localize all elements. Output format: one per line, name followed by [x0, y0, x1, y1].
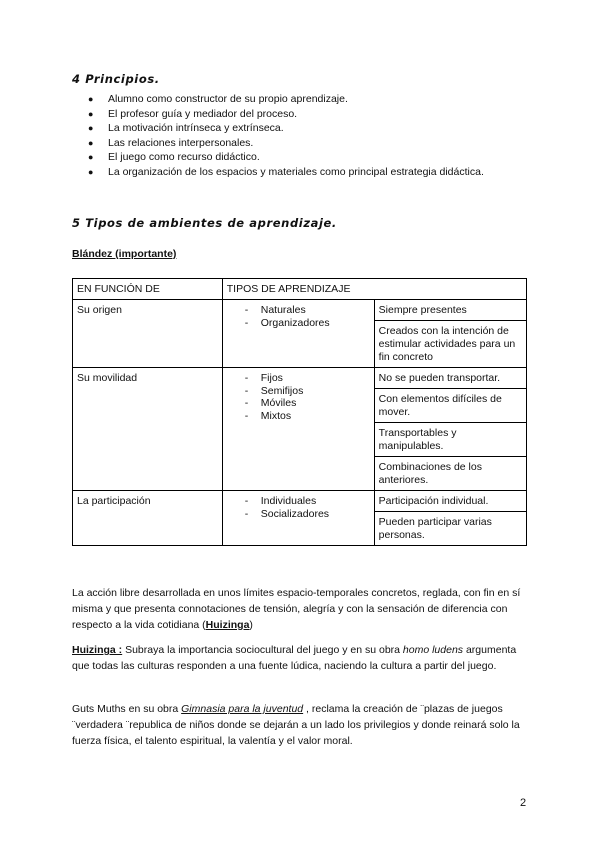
list-item: ● La organización de los espacios y materiales como principal estrategia didáctica.	[88, 165, 484, 178]
principles-list	[72, 92, 484, 180]
author-name: Huizinga :	[72, 644, 123, 656]
table-header-cell: TIPOS DE APRENDIZAJE	[222, 279, 526, 300]
work-title: homo ludens	[402, 644, 464, 656]
description-cell: Con elementos difíciles de mover.	[374, 389, 526, 423]
list-item: - Fijos	[244, 372, 283, 384]
list-item: - Organizadores	[244, 316, 330, 329]
types-cell	[222, 491, 374, 546]
definition-paragraph: La acción libre desarrollada en unos límites espacio-temporales concretos, reglada, con fin en sí misma y que presenta connotaciones de tensión, alegría y con la sensación de diferencia con respecto a la vida cotidiana (Huizinga)	[72, 587, 521, 631]
list-item: ● El profesor guía y mediador del proceso.	[88, 107, 298, 120]
list-item: - Individuales	[244, 495, 317, 507]
list-item: ● La motivación intrínseca y extrínseca.	[88, 122, 284, 135]
criterion-cell: La participación	[73, 491, 223, 546]
list-item: - Socializadores	[244, 507, 330, 520]
list-item: ● Alumno como constructor de su propio aprendizaje.	[88, 93, 348, 105]
description-cell: Participación individual.	[374, 491, 526, 512]
description-cell: Combinaciones de los anteriores.	[374, 457, 526, 491]
list-item: - Mixtos	[244, 409, 292, 422]
description-cell: Creados con la intención de estimular actividades para un fin concreto	[374, 321, 526, 368]
list-item: ● Las relaciones interpersonales.	[88, 136, 254, 149]
guts-muths-paragraph: Guts Muths en su obra Gimnasia para la juventud , reclama la creación de ¨plazas de juegos ¨verdadera ¨republica de niños donde se dejarán a un lado los privilegios y donde reinará solo la fuerza física, el talento espiritual, la valentía y el valor moral.	[72, 703, 520, 747]
types-cell	[222, 368, 374, 491]
author-name: Huizinga	[205, 619, 250, 631]
table-row	[73, 491, 527, 512]
list-item: - Semifijos	[244, 384, 304, 397]
bullet-icon: ●	[88, 123, 94, 134]
bullet-icon: ●	[88, 94, 94, 104]
types-cell	[222, 300, 374, 368]
criterion-cell: Su movilidad	[73, 368, 223, 491]
bullet-icon: ●	[88, 108, 94, 119]
description-cell: No se pueden transportar.	[374, 368, 526, 389]
list-item: ● El juego como recurso didáctico.	[88, 151, 260, 164]
huizinga-paragraph: Huizinga : Subraya la importancia sociocultural del juego y en su obra homo ludens argumenta que todas las culturas responden a una fuente lúdica, naciendo la cultura a partir del juego.	[72, 644, 517, 672]
list-item: - Naturales	[244, 304, 306, 316]
table-row	[73, 300, 527, 321]
criterion-cell: Su origen	[73, 300, 223, 368]
table-row	[73, 368, 527, 389]
section-5-subtitle: Blández (importante)	[72, 248, 177, 260]
section-5-title: 5 Tipos de ambientes de aprendizaje.	[72, 216, 337, 230]
bullet-icon: ●	[88, 137, 94, 148]
list-item: - Móviles	[244, 397, 297, 410]
table-header-cell: EN FUNCIÓN DE	[73, 279, 223, 300]
bullet-icon: ●	[88, 152, 94, 163]
description-cell: Transportables y manipulables.	[374, 423, 526, 457]
bullet-icon: ●	[88, 166, 94, 177]
page-number: 2	[520, 797, 527, 809]
table-header-row	[73, 279, 527, 300]
section-4-title: 4 Principios.	[72, 72, 160, 86]
description-cell: Pueden participar varias personas.	[374, 512, 526, 546]
work-title: Gimnasia para la juventud	[181, 703, 304, 715]
learning-environments-table	[72, 278, 527, 546]
description-cell: Siempre presentes	[374, 300, 526, 321]
